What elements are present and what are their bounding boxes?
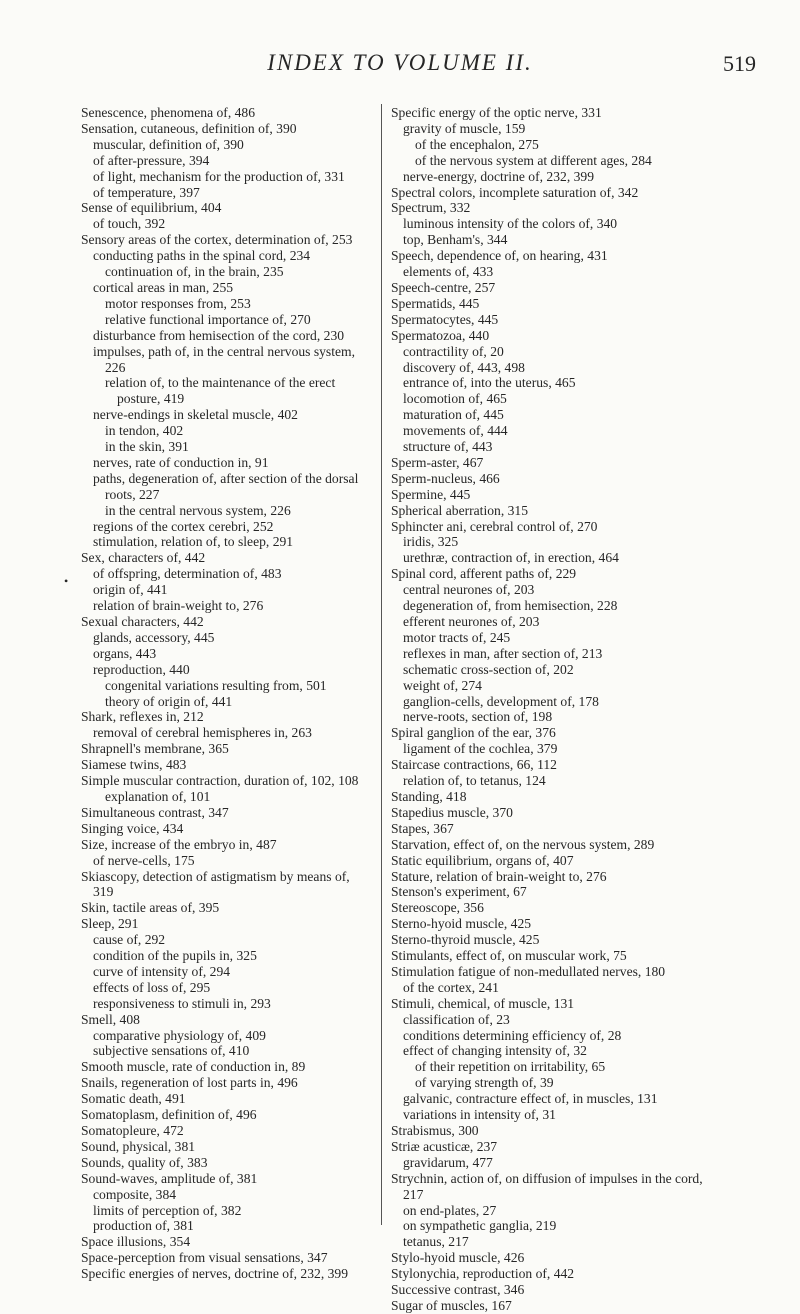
index-entry: organs, 443	[93, 645, 157, 661]
index-entry: in tendon, 402	[105, 423, 184, 439]
index-entry: cortical areas in man, 255	[93, 279, 234, 295]
index-entry: relative functional importance of, 270	[105, 311, 311, 327]
index-entry: gravidarum, 477	[403, 1154, 493, 1170]
index-entry: weight of, 274	[403, 677, 482, 693]
index-entry: Skin, tactile areas of, 395	[81, 900, 220, 916]
index-entry: Shark, reflexes in, 212	[81, 709, 204, 725]
index-entry: origin of, 441	[93, 582, 168, 598]
index-entry: Starvation, effect of, on the nervous system, 289	[391, 836, 655, 852]
column-divider	[381, 104, 382, 1225]
index-entry: Simple muscular contraction, duration of, 102, 108	[81, 773, 359, 789]
index-entry: Sugar of muscles, 167	[391, 1297, 512, 1313]
index-column-right	[391, 105, 703, 1314]
index-entry: Singing voice, 434	[81, 820, 184, 836]
index-entry: Sexual characters, 442	[81, 614, 204, 629]
index-entry: Stereoscope, 356	[391, 900, 484, 916]
index-entry: Successive contrast, 346	[391, 1282, 525, 1298]
index-entry: stimulation, relation of, to sleep, 291	[93, 534, 294, 550]
index-entry: Strychnin, action of, on diffusion of impulses in the cord, 217	[391, 1170, 703, 1202]
index-entry: in the central nervous system, 226	[105, 502, 291, 518]
index-entry: tetanus, 217	[403, 1234, 469, 1250]
index-entry: condition of the pupils in, 325	[93, 948, 257, 964]
index-entry: Sperm-aster, 467	[391, 454, 484, 470]
index-entry: relation of brain-weight to, 276	[93, 598, 264, 614]
index-entry: subjective sensations of, 410	[93, 1043, 250, 1059]
margin-mark: •	[64, 574, 69, 588]
index-entry: Sperm-nucleus, 466	[391, 470, 500, 486]
index-entry: of touch, 392	[93, 216, 166, 232]
index-entry: top, Benham's, 344	[403, 232, 508, 248]
index-entry: Sound-waves, amplitude of, 381	[81, 1170, 258, 1186]
index-entry: iridis, 325	[403, 534, 459, 550]
index-entry: efferent neurones of, 203	[403, 614, 540, 629]
index-entry: Sense of equilibrium, 404	[81, 200, 222, 216]
index-entry: Stapedius muscle, 370	[391, 804, 513, 820]
index-entry: entrance of, into the uterus, 465	[403, 375, 576, 391]
index-entry: of after-pressure, 394	[93, 152, 210, 168]
index-entry: Senescence, phenomena of, 486	[81, 105, 256, 120]
index-entry: Skiascopy, detection of astigmatism by means of, 319	[81, 868, 350, 900]
index-entry: of light, mechanism for the production of, 331	[93, 168, 345, 184]
index-entry: elements of, 433	[403, 264, 494, 280]
index-entry: Stapes, 367	[391, 820, 454, 836]
index-entry: Spermatocytes, 445	[391, 311, 499, 327]
index-entry: continuation of, in the brain, 235	[105, 264, 284, 280]
index-entry: Speech-centre, 257	[391, 279, 496, 295]
index-entry: relation of, to the maintenance of the erect posture, 419	[105, 375, 336, 407]
index-entry: on end-plates, 27	[403, 1202, 497, 1218]
index-entry: glands, accessory, 445	[93, 629, 215, 645]
index-entry: Spermine, 445	[391, 486, 471, 502]
index-entry: congenital variations resulting from, 501	[105, 677, 327, 693]
index-entry: Smooth muscle, rate of conduction in, 89	[81, 1059, 306, 1075]
index-entry: Strabismus, 300	[391, 1123, 479, 1138]
index-entry: disturbance from hemisection of the cord, 230	[93, 327, 345, 343]
index-entry: Somatoplasm, definition of, 496	[81, 1107, 257, 1123]
index-entry: motor responses from, 253	[105, 295, 251, 311]
index-entry: movements of, 444	[403, 423, 508, 439]
index-entry: Spectrum, 332	[391, 200, 471, 216]
index-entry: galvanic, contracture effect of, in muscles, 131	[403, 1091, 658, 1107]
index-entry: Speech, dependence of, on hearing, 431	[391, 248, 608, 264]
index-entry: Siamese twins, 483	[81, 757, 187, 773]
index-entry: reflexes in man, after section of, 213	[403, 645, 603, 661]
index-entry: degeneration of, from hemisection, 228	[403, 598, 618, 614]
index-entry: gravity of muscle, 159	[403, 120, 526, 136]
index-entry: discovery of, 443, 498	[403, 359, 525, 375]
index-entry: Sleep, 291	[81, 916, 139, 932]
index-entry: Spermatozoa, 440	[391, 327, 490, 343]
index-entry: Stature, relation of brain-weight to, 276	[391, 868, 607, 884]
index-entry: impulses, path of, in the central nervous system, 226	[93, 343, 356, 375]
index-entry: curve of intensity of, 294	[93, 963, 231, 979]
index-entry: ganglion-cells, development of, 178	[403, 693, 599, 709]
index-entry: Shrapnell's membrane, 365	[81, 741, 229, 757]
index-entry: classification of, 23	[403, 1011, 510, 1027]
index-entry: nerve-roots, section of, 198	[403, 709, 553, 725]
index-column-left	[81, 105, 373, 1282]
index-entry: urethræ, contraction of, in erection, 464	[403, 550, 619, 566]
index-entry: effects of loss of, 295	[93, 979, 211, 995]
index-entry: comparative physiology of, 409	[93, 1027, 266, 1043]
index-entry: schematic cross-section of, 202	[403, 661, 574, 677]
index-entry: nerve-energy, doctrine of, 232, 399	[403, 168, 595, 184]
index-entry: nerve-endings in skeletal muscle, 402	[93, 407, 298, 423]
index-entry: relation of, to tetanus, 124	[403, 773, 546, 789]
index-entry: limits of perception of, 382	[93, 1202, 242, 1218]
index-entry: conducting paths in the spinal cord, 234	[93, 248, 311, 264]
index-entry: conditions determining efficiency of, 28	[403, 1027, 622, 1043]
index-entry: of offspring, determination of, 483	[93, 566, 282, 582]
index-entry: locomotion of, 465	[403, 391, 507, 407]
index-entry: Somatopleure, 472	[81, 1123, 184, 1138]
index-entry: Sterno-hyoid muscle, 425	[391, 916, 532, 932]
index-entry: Sex, characters of, 442	[81, 550, 206, 566]
index-entry: of their repetition on irritability, 65	[415, 1059, 606, 1075]
index-entry: Size, increase of the embryo in, 487	[81, 836, 277, 852]
index-entry: Sounds, quality of, 383	[81, 1154, 208, 1170]
index-entry: Stimuli, chemical, of muscle, 131	[391, 995, 575, 1011]
index-entry: Spiral ganglion of the ear, 376	[391, 725, 556, 741]
page-number: 519	[723, 51, 756, 76]
running-title: INDEX TO VOLUME II.	[267, 50, 533, 75]
page-header	[0, 50, 800, 80]
index-entry: Simultaneous contrast, 347	[81, 804, 229, 820]
index-entry: effect of changing intensity of, 32	[403, 1043, 587, 1059]
index-entry: nerves, rate of conduction in, 91	[93, 454, 269, 470]
index-entry: Stimulants, effect of, on muscular work, 75	[391, 948, 627, 964]
index-entry: explanation of, 101	[105, 788, 211, 804]
index-entry: of the cortex, 241	[403, 979, 499, 995]
index-entry: Spectral colors, incomplete saturation of, 342	[391, 184, 639, 200]
index-entry: Sterno-thyroid muscle, 425	[391, 932, 540, 948]
index-entry: Striæ acusticæ, 237	[391, 1138, 498, 1154]
index-entry: of the encephalon, 275	[415, 136, 539, 152]
index-entry: on sympathetic ganglia, 219	[403, 1218, 557, 1234]
index-entry: contractility of, 20	[403, 343, 504, 359]
index-entry: maturation of, 445	[403, 407, 504, 423]
index-entry: Space-perception from visual sensations, 347	[81, 1250, 328, 1266]
index-entry: paths, degeneration of, after section of the dorsal roots, 227	[93, 470, 359, 502]
index-entry: of varying strength of, 39	[415, 1075, 554, 1091]
index-entry: in the skin, 391	[105, 439, 189, 455]
index-entry: Space illusions, 354	[81, 1234, 191, 1250]
index-entry: structure of, 443	[403, 439, 493, 455]
index-entry: Snails, regeneration of lost parts in, 496	[81, 1075, 298, 1091]
index-entry: removal of cerebral hemispheres in, 263	[93, 725, 312, 741]
index-entry: Static equilibrium, organs of, 407	[391, 852, 574, 868]
index-entry: of the nervous system at different ages, 284	[415, 152, 652, 168]
index-entry: Spermatids, 445	[391, 295, 480, 311]
index-entry: of nerve-cells, 175	[93, 852, 195, 868]
index-entry: Standing, 418	[391, 788, 467, 804]
index-entry: muscular, definition of, 390	[93, 136, 244, 152]
index-entry: reproduction, 440	[93, 661, 190, 677]
index-entry: composite, 384	[93, 1186, 177, 1202]
index-entry: Somatic death, 491	[81, 1091, 186, 1107]
index-entry: ligament of the cochlea, 379	[403, 741, 558, 757]
index-entry: Specific energy of the optic nerve, 331	[391, 105, 602, 120]
index-entry: variations in intensity of, 31	[403, 1107, 556, 1123]
index-entry: Spinal cord, afferent paths of, 229	[391, 566, 577, 582]
index-entry: luminous intensity of the colors of, 340	[403, 216, 618, 232]
index-entry: Staircase contractions, 66, 112	[391, 757, 557, 773]
index-entry: Spherical aberration, 315	[391, 502, 529, 518]
index-entry: cause of, 292	[93, 932, 166, 948]
index-entry: of temperature, 397	[93, 184, 200, 200]
index-entry: Sensory areas of the cortex, determination of, 253	[81, 232, 353, 248]
index-entry: central neurones of, 203	[403, 582, 535, 598]
index-entry: responsiveness to stimuli in, 293	[93, 995, 271, 1011]
index-entry: Sound, physical, 381	[81, 1138, 196, 1154]
index-entry: Specific energies of nerves, doctrine of, 232, 399	[81, 1266, 349, 1282]
index-entry: Stylonychia, reproduction of, 442	[391, 1266, 575, 1282]
index-entry: production of, 381	[93, 1218, 194, 1234]
index-entry: motor tracts of, 245	[403, 629, 511, 645]
index-entry: Sensation, cutaneous, definition of, 390	[81, 120, 297, 136]
index-entry: Stimulation fatigue of non-medullated nerves, 180	[391, 963, 666, 979]
index-entry: Stylo-hyoid muscle, 426	[391, 1250, 525, 1266]
index-entry: regions of the cortex cerebri, 252	[93, 518, 274, 534]
index-entry: Smell, 408	[81, 1011, 140, 1027]
index-entry: Stenson's experiment, 67	[391, 884, 527, 900]
index-entry: theory of origin of, 441	[105, 693, 233, 709]
index-entry: Sphincter ani, cerebral control of, 270	[391, 518, 598, 534]
